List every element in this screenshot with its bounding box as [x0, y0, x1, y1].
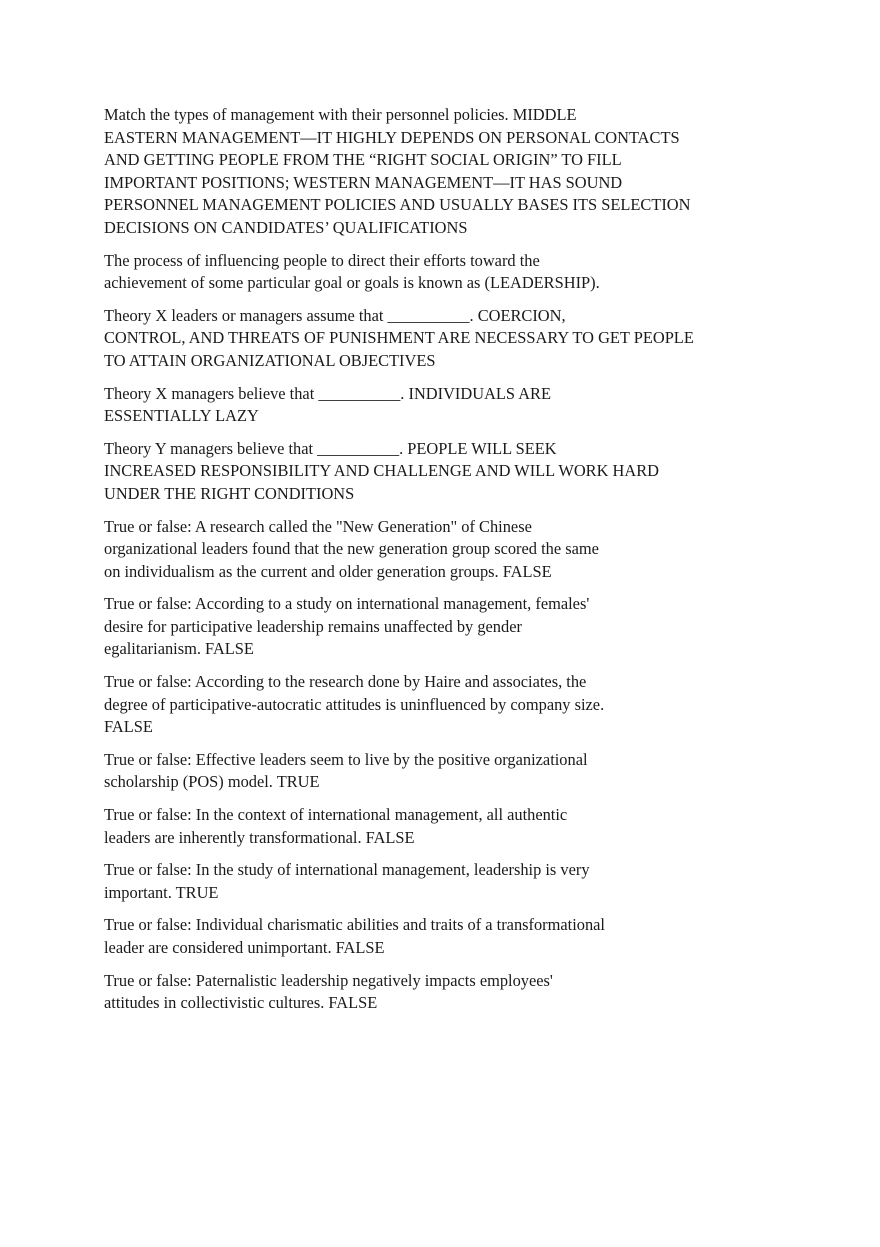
- text-line: INCREASED RESPONSIBILITY AND CHALLENGE AND WILL WORK HARD: [104, 461, 659, 481]
- text-line: FALSE: [104, 717, 153, 737]
- text-line: leaders are inherently transformational. FALSE: [104, 827, 415, 847]
- text-line: scholarship (POS) model. TRUE: [104, 772, 320, 792]
- text-line: CONTROL, AND THREATS OF PUNISHMENT ARE NECESSARY TO GET PEOPLE: [104, 328, 694, 348]
- question-paragraph: [104, 593, 764, 661]
- text-line: PERSONNEL MANAGEMENT POLICIES AND USUALLY BASES ITS SELECTION: [104, 195, 691, 215]
- document-body: [104, 104, 764, 1025]
- text-line: Theory Y managers believe that __________. PEOPLE WILL SEEK: [104, 438, 557, 458]
- text-line: attitudes in collectivistic cultures. FALSE: [104, 993, 378, 1013]
- question-paragraph: [104, 804, 764, 849]
- text-line: True or false: Paternalistic leadership negatively impacts employees': [104, 970, 553, 990]
- text-line: The process of influencing people to direct their efforts toward the: [104, 250, 540, 270]
- text-line: on individualism as the current and older generation groups. FALSE: [104, 561, 552, 581]
- text-line: leader are considered unimportant. FALSE: [104, 938, 385, 957]
- question-paragraph: [104, 970, 764, 1015]
- text-line: degree of participative-autocratic attitudes is uninfluenced by company size.: [104, 694, 605, 714]
- text-line: True or false: Effective leaders seem to live by the positive organizational: [104, 749, 588, 769]
- question-paragraph: [104, 305, 764, 373]
- text-line: DECISIONS ON CANDIDATES’ QUALIFICATIONS: [104, 217, 468, 237]
- question-paragraph: [104, 914, 764, 959]
- text-line: AND GETTING PEOPLE FROM THE “RIGHT SOCIAL ORIGIN” TO FILL: [104, 150, 622, 170]
- question-paragraph: [104, 250, 764, 295]
- question-paragraph: [104, 859, 764, 904]
- text-line: EASTERN MANAGEMENT—IT HIGHLY DEPENDS ON PERSONAL CONTACTS: [104, 127, 680, 147]
- text-line: UNDER THE RIGHT CONDITIONS: [104, 483, 355, 503]
- text-line: True or false: Individual charismatic abilities and traits of a transformational: [104, 915, 605, 935]
- text-line: TO ATTAIN ORGANIZATIONAL OBJECTIVES: [104, 350, 436, 370]
- question-paragraph: [104, 671, 764, 739]
- text-line: True or false: In the study of international management, leadership is very: [104, 860, 590, 880]
- text-line: egalitarianism. FALSE: [104, 639, 254, 659]
- text-line: Theory X leaders or managers assume that __________. COERCION,: [104, 305, 566, 325]
- text-line: desire for participative leadership remains unaffected by gender: [104, 616, 522, 636]
- question-paragraph: [104, 383, 764, 428]
- text-line: Match the types of management with their personnel policies. MIDDLE: [104, 105, 577, 124]
- text-line: True or false: According to the research done by Haire and associates, the: [104, 672, 587, 692]
- text-line: ESSENTIALLY LAZY: [104, 406, 259, 426]
- question-paragraph: [104, 104, 764, 240]
- text-line: achievement of some particular goal or goals is known as (LEADERSHIP).: [104, 273, 600, 293]
- text-line: IMPORTANT POSITIONS; WESTERN MANAGEMENT—IT HAS SOUND: [104, 172, 623, 192]
- text-line: True or false: In the context of international management, all authentic: [104, 805, 568, 825]
- question-paragraph: [104, 438, 764, 506]
- question-paragraph: [104, 749, 764, 794]
- text-line: Theory X managers believe that __________. INDIVIDUALS ARE: [104, 383, 552, 403]
- text-line: True or false: A research called the "New Generation" of Chinese: [104, 516, 532, 536]
- text-line: True or false: According to a study on international management, females': [104, 594, 590, 614]
- text-line: organizational leaders found that the new generation group scored the same: [104, 539, 599, 559]
- text-line: important. TRUE: [104, 882, 219, 902]
- question-paragraph: [104, 516, 764, 584]
